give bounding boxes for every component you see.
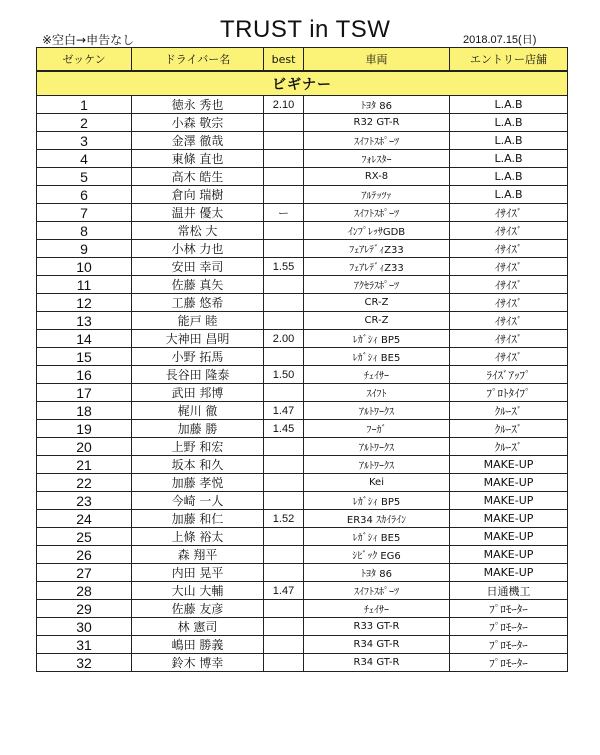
best-time: 1.45 [264, 420, 304, 438]
best-time [264, 438, 304, 456]
car-model: ｱﾙﾄﾜｰｸｽ [304, 438, 450, 456]
entry-number: 27 [37, 564, 132, 582]
car-model: RX-8 [304, 168, 450, 186]
entry-number: 18 [37, 402, 132, 420]
best-time [264, 492, 304, 510]
car-model: ﾁｪｲｻｰ [304, 366, 450, 384]
driver-name: 加藤 孝悦 [132, 474, 264, 492]
entry-shop: 日通機工 [450, 582, 568, 600]
table-row [37, 384, 568, 402]
event-date: 2018.07.15(日) [463, 34, 537, 46]
column-header-driver: ドライバー名 [132, 48, 264, 72]
entry-shop: ｲｻｲｽﾞ [450, 294, 568, 312]
driver-name: 梶川 徹 [132, 402, 264, 420]
car-model: ﾌｫﾚｽﾀｰ [304, 150, 450, 168]
car-model: ｱﾙﾃｯﾂｧ [304, 186, 450, 204]
best-time [264, 294, 304, 312]
table-row [37, 294, 568, 312]
table-row [37, 402, 568, 420]
table-row [37, 564, 568, 582]
entry-number: 28 [37, 582, 132, 600]
entry-shop: ｸﾙｰｽﾞ [450, 438, 568, 456]
table-row [37, 618, 568, 636]
driver-name: 長谷田 隆泰 [132, 366, 264, 384]
table-row [37, 582, 568, 600]
driver-name: 小森 敬宗 [132, 114, 264, 132]
best-time: 2.10 [264, 96, 304, 114]
driver-name: 林 憲司 [132, 618, 264, 636]
entry-number: 21 [37, 456, 132, 474]
best-time [264, 546, 304, 564]
table-row [37, 456, 568, 474]
best-time: 1.47 [264, 402, 304, 420]
blank-note: ※空白→申告なし [42, 33, 135, 47]
car-model: ｱﾙﾄﾜｰｸｽ [304, 456, 450, 474]
driver-name: 東條 直也 [132, 150, 264, 168]
entry-shop: ﾌﾟﾛﾓｰﾀｰ [450, 636, 568, 654]
best-time: 1.47 [264, 582, 304, 600]
entry-number: 6 [37, 186, 132, 204]
column-header-car: 車両 [304, 48, 450, 72]
entry-number: 15 [37, 348, 132, 366]
driver-name: 鈴木 博幸 [132, 654, 264, 672]
best-time: 1.52 [264, 510, 304, 528]
entry-number: 2 [37, 114, 132, 132]
entry-shop: ｲｻｲｽﾞ [450, 258, 568, 276]
best-time [264, 528, 304, 546]
entry-shop: L.A.B [450, 96, 568, 114]
entry-shop: MAKE-UP [450, 528, 568, 546]
best-time [264, 384, 304, 402]
best-time [264, 168, 304, 186]
entry-shop: ﾌﾟﾛﾓｰﾀｰ [450, 654, 568, 672]
entry-number: 9 [37, 240, 132, 258]
table-row [37, 348, 568, 366]
driver-name: 佐藤 真矢 [132, 276, 264, 294]
entry-shop: L.A.B [450, 186, 568, 204]
driver-name: 上野 和宏 [132, 438, 264, 456]
car-model: CR-Z [304, 312, 450, 330]
table-row [37, 438, 568, 456]
table-row [37, 546, 568, 564]
entry-shop: ｲｻｲｽﾞ [450, 204, 568, 222]
entry-number: 13 [37, 312, 132, 330]
driver-name: 今崎 一人 [132, 492, 264, 510]
car-model: ｼﾋﾞｯｸ EG6 [304, 546, 450, 564]
best-time: ー [264, 204, 304, 222]
table-row [37, 366, 568, 384]
best-time [264, 312, 304, 330]
driver-name: 常松 大 [132, 222, 264, 240]
driver-name: 大山 大輔 [132, 582, 264, 600]
entry-shop: L.A.B [450, 114, 568, 132]
table-row [37, 96, 568, 114]
car-model: ﾚｶﾞｼｨ BP5 [304, 330, 450, 348]
entry-number: 7 [37, 204, 132, 222]
entry-shop: ｲｻｲｽﾞ [450, 330, 568, 348]
entry-shop: MAKE-UP [450, 492, 568, 510]
table-row [37, 636, 568, 654]
table-row [37, 168, 568, 186]
entry-shop: L.A.B [450, 168, 568, 186]
best-time [264, 564, 304, 582]
table-row [37, 222, 568, 240]
driver-name: 徳永 秀也 [132, 96, 264, 114]
section-row [37, 71, 568, 96]
table-row [37, 420, 568, 438]
entry-shop: MAKE-UP [450, 474, 568, 492]
driver-name: 佐藤 友彦 [132, 600, 264, 618]
car-model: ｱｸｾﾗｽﾎﾟｰﾂ [304, 276, 450, 294]
driver-name: 加藤 和仁 [132, 510, 264, 528]
best-time [264, 132, 304, 150]
best-time [264, 474, 304, 492]
entry-number: 30 [37, 618, 132, 636]
entry-number: 12 [37, 294, 132, 312]
car-model: ﾌｰｶﾞ [304, 420, 450, 438]
entry-shop: ｲｻｲｽﾞ [450, 222, 568, 240]
entry-number: 29 [37, 600, 132, 618]
driver-name: 坂本 和久 [132, 456, 264, 474]
entry-number: 1 [37, 96, 132, 114]
table-row [37, 204, 568, 222]
car-model: ER34 ｽｶｲﾗｲﾝ [304, 510, 450, 528]
entry-number: 4 [37, 150, 132, 168]
driver-name: 金澤 徹哉 [132, 132, 264, 150]
car-model: ｽｲﾌﾄｽﾎﾟｰﾂ [304, 582, 450, 600]
entry-number: 8 [37, 222, 132, 240]
driver-name: 小林 力也 [132, 240, 264, 258]
table-row [37, 114, 568, 132]
entry-number: 5 [37, 168, 132, 186]
entry-number: 17 [37, 384, 132, 402]
entry-shop: L.A.B [450, 150, 568, 168]
entry-table-body [37, 71, 568, 672]
driver-name: 安田 幸司 [132, 258, 264, 276]
table-row [37, 492, 568, 510]
car-model: R32 GT-R [304, 114, 450, 132]
driver-name: 森 翔平 [132, 546, 264, 564]
column-header-number: ゼッケン [37, 48, 132, 72]
entry-shop: ｲｻｲｽﾞ [450, 276, 568, 294]
entry-number: 16 [37, 366, 132, 384]
driver-name: 大神田 昌明 [132, 330, 264, 348]
entry-number: 14 [37, 330, 132, 348]
driver-name: 内田 晃平 [132, 564, 264, 582]
entry-shop: MAKE-UP [450, 510, 568, 528]
best-time [264, 222, 304, 240]
section-label: ビギナー [37, 71, 568, 96]
table-row [37, 258, 568, 276]
table-row [37, 330, 568, 348]
best-time [264, 186, 304, 204]
entry-shop: MAKE-UP [450, 456, 568, 474]
entry-number: 26 [37, 546, 132, 564]
entry-shop: ｲｻｲｽﾞ [450, 240, 568, 258]
car-model: ﾚｶﾞｼｨ BE5 [304, 528, 450, 546]
column-header-best: best [264, 48, 304, 72]
table-row [37, 132, 568, 150]
driver-name: 工藤 悠希 [132, 294, 264, 312]
table-header-row [37, 48, 568, 72]
best-time [264, 348, 304, 366]
entry-number: 11 [37, 276, 132, 294]
car-model: ｽｲﾌﾄ [304, 384, 450, 402]
driver-name: 加藤 勝 [132, 420, 264, 438]
car-model: ﾌｪｱﾚﾃﾞｨZ33 [304, 240, 450, 258]
entry-number: 20 [37, 438, 132, 456]
entry-number: 19 [37, 420, 132, 438]
best-time [264, 114, 304, 132]
table-row [37, 276, 568, 294]
best-time [264, 456, 304, 474]
car-model: ﾄﾖﾀ 86 [304, 96, 450, 114]
driver-name: 能戸 睦 [132, 312, 264, 330]
driver-name: 温井 優太 [132, 204, 264, 222]
car-model: CR-Z [304, 294, 450, 312]
driver-name: 武田 邦博 [132, 384, 264, 402]
best-time: 1.55 [264, 258, 304, 276]
car-model: ｽｲﾌﾄｽﾎﾟｰﾂ [304, 132, 450, 150]
best-time [264, 618, 304, 636]
entry-shop: MAKE-UP [450, 564, 568, 582]
car-model: R34 GT-R [304, 636, 450, 654]
driver-name: 小野 拓馬 [132, 348, 264, 366]
car-model: R34 GT-R [304, 654, 450, 672]
entry-shop: ｲｻｲｽﾞ [450, 312, 568, 330]
table-row [37, 186, 568, 204]
car-model: ｲﾝﾌﾟﾚｯｻGDB [304, 222, 450, 240]
table-row [37, 600, 568, 618]
entry-number: 23 [37, 492, 132, 510]
entry-shop: ﾌﾟﾛﾄﾀｲﾌﾟ [450, 384, 568, 402]
entry-number: 3 [37, 132, 132, 150]
driver-name: 上條 裕太 [132, 528, 264, 546]
table-row [37, 312, 568, 330]
table-row [37, 240, 568, 258]
best-time [264, 654, 304, 672]
car-model: ｽｲﾌﾄｽﾎﾟｰﾂ [304, 204, 450, 222]
table-row [37, 510, 568, 528]
best-time: 2.00 [264, 330, 304, 348]
car-model: Kei [304, 474, 450, 492]
entry-shop: ｲｻｲｽﾞ [450, 348, 568, 366]
car-model: ﾚｶﾞｼｨ BP5 [304, 492, 450, 510]
column-header-shop: エントリー店舗 [450, 48, 568, 72]
entry-shop: ｸﾙｰｽﾞ [450, 420, 568, 438]
car-model: ﾌｪｱﾚﾃﾞｨZ33 [304, 258, 450, 276]
best-time [264, 276, 304, 294]
driver-name: 嶋田 勝義 [132, 636, 264, 654]
driver-name: 倉向 瑞樹 [132, 186, 264, 204]
entry-shop: L.A.B [450, 132, 568, 150]
entry-shop: ﾌﾟﾛﾓｰﾀｰ [450, 618, 568, 636]
car-model: ﾄﾖﾀ 86 [304, 564, 450, 582]
entry-number: 10 [37, 258, 132, 276]
car-model: ｱﾙﾄﾜｰｸｽ [304, 402, 450, 420]
car-model: R33 GT-R [304, 618, 450, 636]
page-title: TRUST in TSW [220, 16, 391, 43]
entry-shop: MAKE-UP [450, 546, 568, 564]
entry-number: 22 [37, 474, 132, 492]
entry-table [36, 47, 568, 672]
best-time [264, 150, 304, 168]
entry-shop: ﾌﾟﾛﾓｰﾀｰ [450, 600, 568, 618]
table-row [37, 654, 568, 672]
table-row [37, 150, 568, 168]
best-time [264, 636, 304, 654]
entry-number: 24 [37, 510, 132, 528]
entry-number: 32 [37, 654, 132, 672]
entry-number: 31 [37, 636, 132, 654]
best-time [264, 240, 304, 258]
car-model: ﾁｪｲｻｰ [304, 600, 450, 618]
car-model: ﾚｶﾞｼｨ BE5 [304, 348, 450, 366]
best-time [264, 600, 304, 618]
driver-name: 高木 皓生 [132, 168, 264, 186]
entry-number: 25 [37, 528, 132, 546]
entry-shop: ﾗｲｽﾞｱｯﾌﾟ [450, 366, 568, 384]
table-row [37, 528, 568, 546]
best-time: 1.50 [264, 366, 304, 384]
entry-shop: ｸﾙｰｽﾞ [450, 402, 568, 420]
table-row [37, 474, 568, 492]
